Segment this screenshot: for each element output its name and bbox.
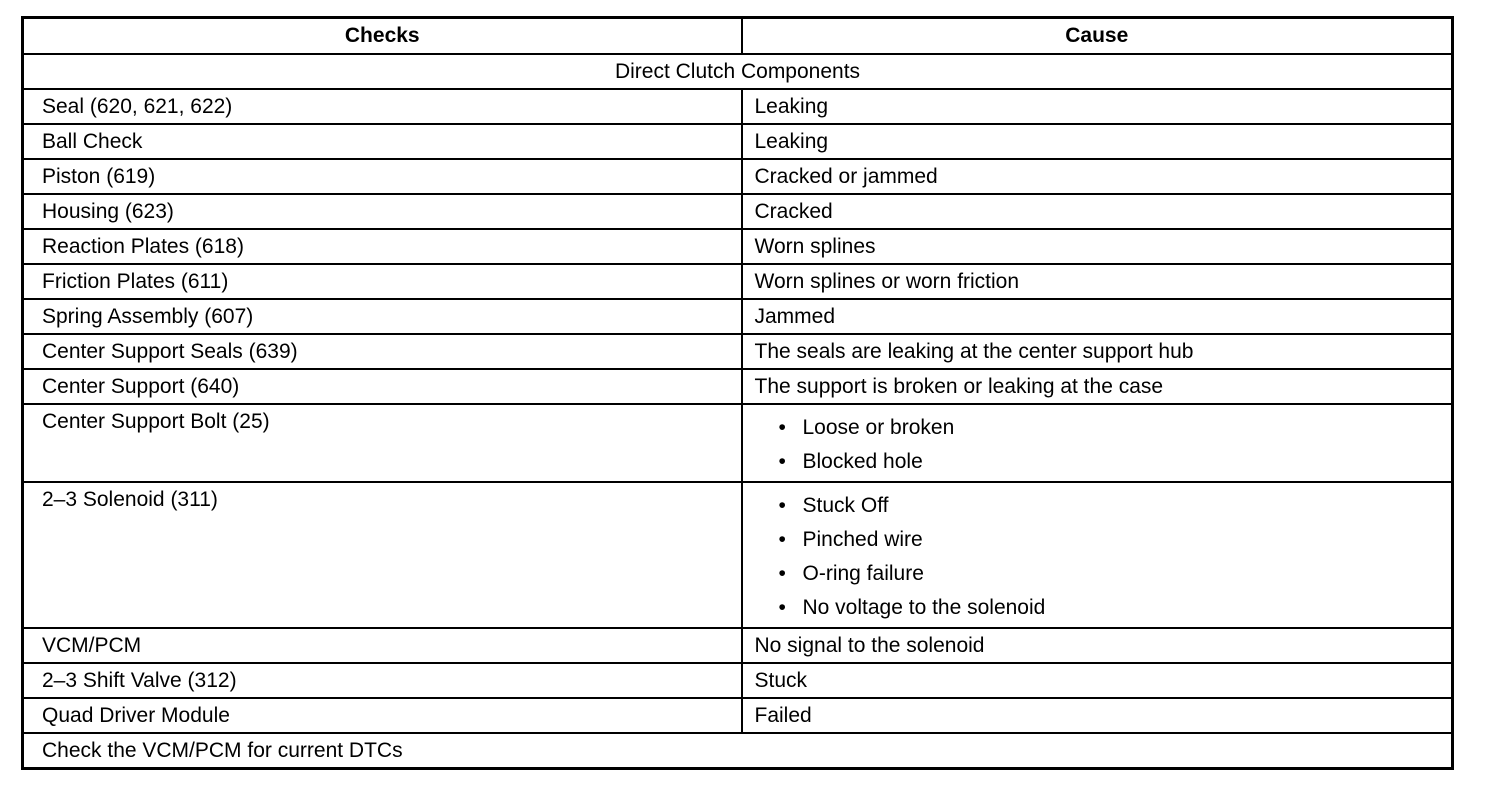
cause-text: Pinched wire — [802, 528, 923, 551]
header-row — [23, 18, 1453, 55]
cause-text: Loose or broken — [802, 416, 955, 439]
cause-cell: The seals are leaking at the center support hub — [742, 334, 1453, 369]
list-item — [779, 411, 1452, 445]
table-row — [23, 698, 1453, 733]
cause-cell: Cracked — [742, 194, 1453, 229]
list-item — [779, 489, 1452, 523]
cause-text: O-ring failure — [802, 562, 924, 585]
list-item — [779, 591, 1452, 625]
check-cell: Seal (620, 621, 622) — [23, 89, 742, 124]
bullet-icon: • — [778, 450, 786, 473]
table-row — [23, 663, 1453, 698]
table-row — [23, 404, 1453, 482]
list-item — [779, 445, 1452, 479]
footer-note: Check the VCM/PCM for current DTCs — [23, 733, 1453, 769]
cause-text: Blocked hole — [802, 450, 923, 473]
check-cell: Housing (623) — [23, 194, 742, 229]
bullet-icon: • — [778, 596, 786, 619]
section-row — [23, 54, 1453, 89]
list-item — [779, 523, 1452, 557]
check-cell: Center Support Bolt (25) — [23, 404, 742, 482]
check-cell: Quad Driver Module — [23, 698, 742, 733]
table-row — [23, 299, 1453, 334]
cause-cell: Worn splines — [742, 229, 1453, 264]
cause-list — [755, 489, 1452, 625]
list-item — [779, 557, 1452, 591]
cause-cell — [742, 482, 1453, 628]
check-cell: 2–3 Shift Valve (312) — [23, 663, 742, 698]
check-cell: Reaction Plates (618) — [23, 229, 742, 264]
diagnostic-table — [21, 16, 1454, 770]
table-row — [23, 482, 1453, 628]
cause-cell — [742, 404, 1453, 482]
check-cell: Spring Assembly (607) — [23, 299, 742, 334]
section-title: Direct Clutch Components — [23, 54, 1453, 89]
bullet-icon: • — [778, 494, 786, 517]
table-row — [23, 229, 1453, 264]
bullet-icon: • — [778, 562, 786, 585]
check-cell: Ball Check — [23, 124, 742, 159]
check-cell: VCM/PCM — [23, 628, 742, 663]
header-cause: Cause — [742, 18, 1453, 55]
check-cell: Piston (619) — [23, 159, 742, 194]
cause-text: Stuck Off — [802, 494, 889, 517]
table-row — [23, 264, 1453, 299]
check-cell: Friction Plates (611) — [23, 264, 742, 299]
table-row — [23, 89, 1453, 124]
cause-cell: Cracked or jammed — [742, 159, 1453, 194]
bullet-icon: • — [778, 416, 786, 439]
table-row — [23, 159, 1453, 194]
cause-cell: Leaking — [742, 89, 1453, 124]
footer-row — [23, 733, 1453, 769]
cause-text: No voltage to the solenoid — [802, 596, 1046, 619]
table-row — [23, 194, 1453, 229]
cause-cell: Worn splines or worn friction — [742, 264, 1453, 299]
header-checks: Checks — [23, 18, 742, 55]
check-cell: 2–3 Solenoid (311) — [23, 482, 742, 628]
cause-cell: The support is broken or leaking at the case — [742, 369, 1453, 404]
cause-list — [755, 411, 1452, 479]
cause-cell: Stuck — [742, 663, 1453, 698]
table-row — [23, 334, 1453, 369]
check-cell: Center Support (640) — [23, 369, 742, 404]
cause-cell: Failed — [742, 698, 1453, 733]
cause-cell: No signal to the solenoid — [742, 628, 1453, 663]
check-cell: Center Support Seals (639) — [23, 334, 742, 369]
cause-cell: Leaking — [742, 124, 1453, 159]
bullet-icon: • — [778, 528, 786, 551]
table-row — [23, 628, 1453, 663]
table-row — [23, 369, 1453, 404]
table-row — [23, 124, 1453, 159]
cause-cell: Jammed — [742, 299, 1453, 334]
